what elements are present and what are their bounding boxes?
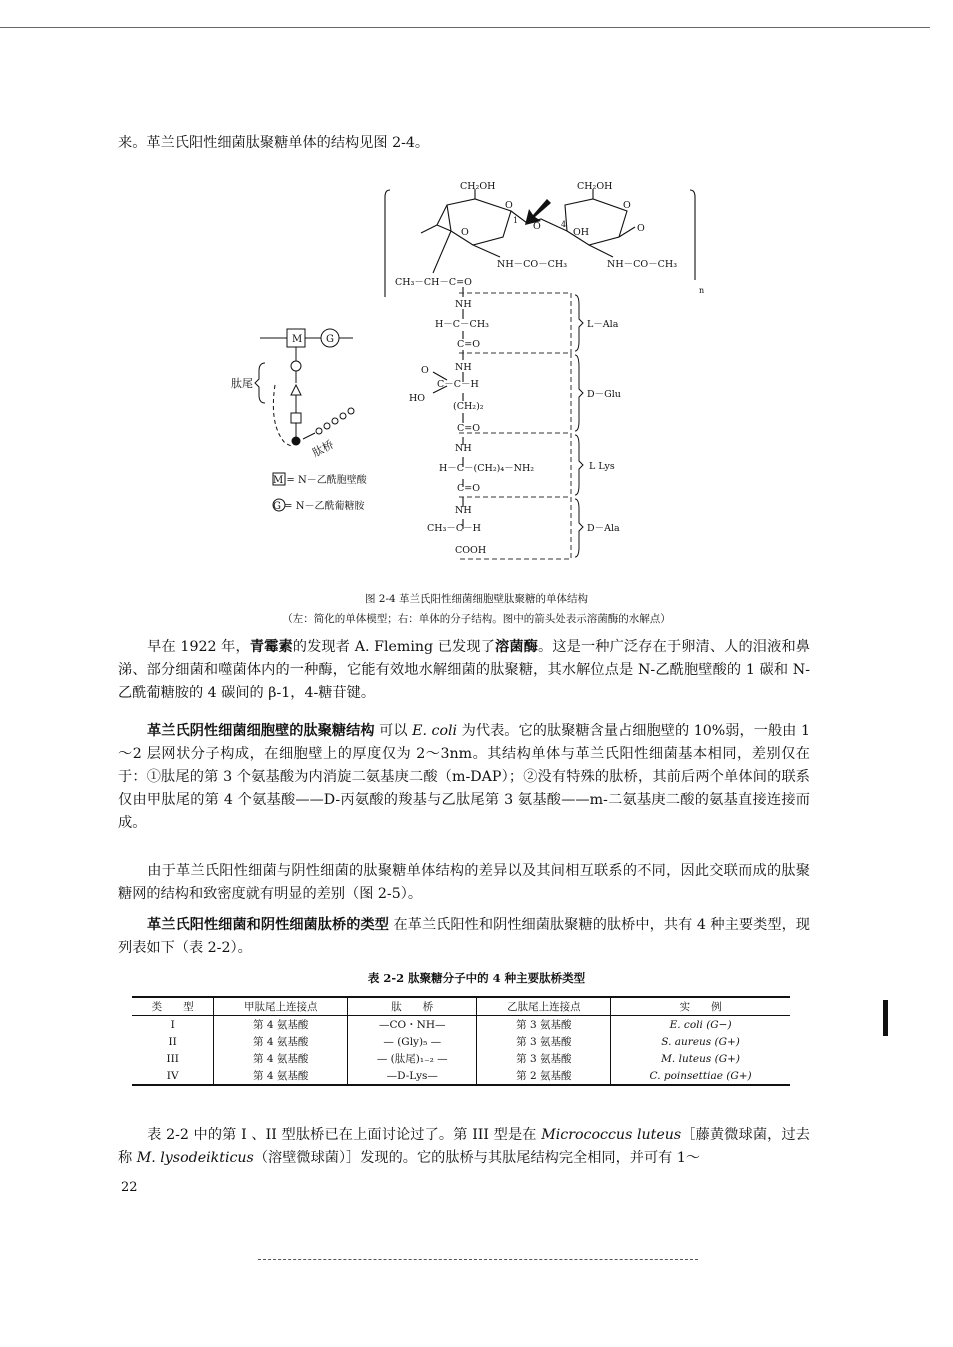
carbon-1: 1 — [513, 216, 519, 225]
ring-o-1: O — [505, 200, 513, 211]
legend-m: M = N－乙酰胞壁酸 — [273, 475, 367, 486]
ala-nh: NH — [455, 299, 472, 310]
table-header: 甲肽尾上连接点 — [214, 997, 348, 1016]
table-cell: 第 4 氨基酸 — [214, 1050, 348, 1067]
paragraph-lead: 革兰氏阴性细菌细胞壁的肽聚糖结构 — [147, 723, 375, 739]
paragraph-lysozyme: 早在 1922 年，青霉素的发现者 A. Fleming 已发现了溶菌酶。这是一种广泛存在于卵清、人的泪液和鼻涕、部分细菌和噬菌体内的一种酶，它能有效地水解细菌的肽聚糖，其水解位点是 N-乙酰胞壁酸的 1 碳和 N-乙酰葡糖胺的 4 碳间的 β-1，4-糖苷键。 — [118, 639, 810, 701]
table-cell: — (肽尾)₁₋₂ — — [348, 1050, 477, 1067]
table-cell: I — [170, 1018, 175, 1031]
species-m-lysodeikticus: M. lysodeikticus — [136, 1150, 254, 1166]
table-cell: 第 2 氨基酸 — [477, 1067, 611, 1085]
table-row — [132, 1067, 790, 1085]
glu-o: O — [421, 365, 429, 376]
table-header: 实 例 — [611, 997, 790, 1016]
ring-o-3: O — [461, 227, 469, 238]
table-cell: IV — [132, 1067, 214, 1085]
g-circle-label: G — [326, 334, 334, 345]
dala-cooh: COOH — [455, 545, 487, 556]
figure-caption-sub: （左：简化的单体模型；右：单体的分子结构。图中的箭头处表示溶菌酶的水解点） — [282, 613, 671, 625]
ring-o-4: O — [637, 223, 645, 234]
paragraph-lead: 革兰氏阳性细菌和阴性细菌肽桥的类型 — [147, 917, 389, 933]
table-cell: M. luteus (G+) — [611, 1050, 790, 1067]
table-cell: E. coli (G−) — [611, 1016, 790, 1034]
term-lysozyme: 溶菌酶 — [495, 639, 538, 655]
glu-c: C－C－H — [437, 379, 479, 390]
figure-caption-title: 图 2-4 革兰氏阳性细菌细胞壁肽聚糖的单体结构 — [364, 593, 589, 605]
glycosidic-o: O — [533, 221, 541, 232]
lactyl-group: CH₃－CH－C=O — [395, 277, 472, 288]
table-cell: 第 4 氨基酸 — [214, 1016, 348, 1034]
ala-label: L－Ala — [587, 319, 619, 330]
table-bridge-types — [132, 996, 790, 1086]
table-cell: 第 3 氨基酸 — [477, 1033, 611, 1050]
ala-co: C=O — [457, 339, 481, 350]
table-cell: 第 3 氨基酸 — [477, 1050, 611, 1067]
m-box-label: M — [292, 334, 303, 345]
table-cell: 第 4 氨基酸 — [214, 1033, 348, 1050]
table-cell: —CO・NH— — [348, 1016, 477, 1034]
lys-label: L Lys — [589, 461, 615, 472]
figure-peptidoglycan-monomer — [215, 175, 715, 570]
lys-c: H－C－(CH₂)₄－NH₂ — [439, 463, 535, 474]
table-cell: II — [168, 1035, 177, 1048]
table-cell: C. poinsettiae (G+) — [611, 1067, 790, 1085]
lys-nh: NH — [455, 443, 472, 454]
bottom-rule — [258, 1259, 698, 1260]
margin-mark — [883, 1000, 888, 1036]
paragraph-gram-negative: 革兰氏阴性细菌细胞壁的肽聚糖结构 可以 E. coli 为代表。它的肽聚糖含量占细胞壁的 10%弱，一般由 1～2 层网状分子构成，在细胞壁上的厚度仅为 2～3nm。其结构单体与革兰氏阳性细菌基本相同，差别仅在于：①肽尾的第 3 个氨基酸为内消旋二氨基庚二酸（m-DAP）；②没有特殊的肽桥，其前后两个单体间的联系仅由甲肽尾的第 4 个氨基酸——D-丙氨酸的羧基与乙肽尾第 3 氨基酸——m-二氨基庚二酸的氨基直接连接而成。 — [118, 723, 810, 831]
table-header: 乙肽尾上连接点 — [477, 997, 611, 1016]
repeat-n: n — [699, 286, 705, 295]
glu-ho: HO — [409, 393, 426, 404]
table-row — [132, 1033, 790, 1050]
tail-label: 肽尾 — [231, 377, 253, 390]
glu-label: D－Glu — [587, 389, 621, 400]
species-m-luteus: Micrococcus luteus — [541, 1127, 682, 1143]
nh-acetyl-1: NH－CO－CH₃ — [497, 259, 568, 270]
glu-co: C=O — [457, 423, 481, 434]
top-rule — [0, 27, 930, 28]
anchor-dot-icon — [292, 437, 301, 446]
oh-group: OH — [573, 227, 590, 238]
intro-line: 来。革兰氏阳性细菌肽聚糖单体的结构见图 2-4。 — [118, 135, 430, 151]
species-ecoli: E. coli — [412, 723, 458, 739]
term-penicillin: 青霉素 — [249, 639, 293, 655]
table-row — [132, 1050, 790, 1067]
paragraph-bridge-types: 革兰氏阳性细菌和阴性细菌肽桥的类型 在革兰氏阳性和阴性细菌肽聚糖的肽桥中，共有 4 种主要类型，现列表如下（表 2-2）。 — [118, 917, 810, 956]
table-cell: S. aureus (G+) — [611, 1033, 790, 1050]
ala-c: H－C－CH₃ — [435, 319, 489, 330]
page-number: 22 — [121, 1180, 138, 1195]
ch2oh-1: CH₂OH — [460, 181, 496, 192]
table-cell: —D-Lys— — [348, 1067, 477, 1085]
table-title: 表 2-2 肽聚糖分子中的 4 种主要肽桥类型 — [367, 971, 586, 985]
table-row — [132, 1016, 790, 1034]
glu-nh: NH — [455, 362, 472, 373]
dala-label: D－Ala — [587, 523, 620, 534]
glu-ch2: (CH₂)₂ — [453, 401, 484, 412]
ch2oh-2: CH₂OH — [577, 181, 613, 192]
dala-c: CH₃－C－H — [427, 523, 481, 534]
table-header: 肽 桥 — [348, 997, 477, 1016]
table-cell: III — [166, 1052, 179, 1065]
dala-nh: NH — [455, 505, 472, 516]
carbon-4: 4 — [561, 220, 567, 229]
lys-co: C=O — [457, 483, 481, 494]
paragraph-difference: 由于革兰氏阳性细菌与阴性细菌的肽聚糖单体结构的差异以及其间相互联系的不同，因此交联而成的肽聚糖网的结构和致密度就有明显的差别（图 2-5）。 — [118, 863, 810, 902]
table-cell: 第 3 氨基酸 — [477, 1016, 611, 1034]
table-cell: — (Gly)₅ — — [348, 1033, 477, 1050]
table-cell: 第 4 氨基酸 — [214, 1067, 348, 1085]
legend-g: G = N－乙酰葡糖胺 — [273, 501, 365, 512]
table-header: 类 型 — [132, 997, 214, 1016]
nh-acetyl-2: NH－CO－CH₃ — [607, 259, 678, 270]
paragraph-type-iii: 表 2-2 中的第 I 、II 型肽桥已在上面讨论过了。第 III 型是在 Micrococcus luteus［藤黄微球菌，过去称 M. lysodeikticus（溶壁微球菌）］发现的。它的肽桥与其肽尾结构完全相同，并可有 1～ — [118, 1127, 810, 1166]
ring-o-2: O — [623, 200, 631, 211]
bridge-label: 肽桥 — [310, 437, 336, 460]
